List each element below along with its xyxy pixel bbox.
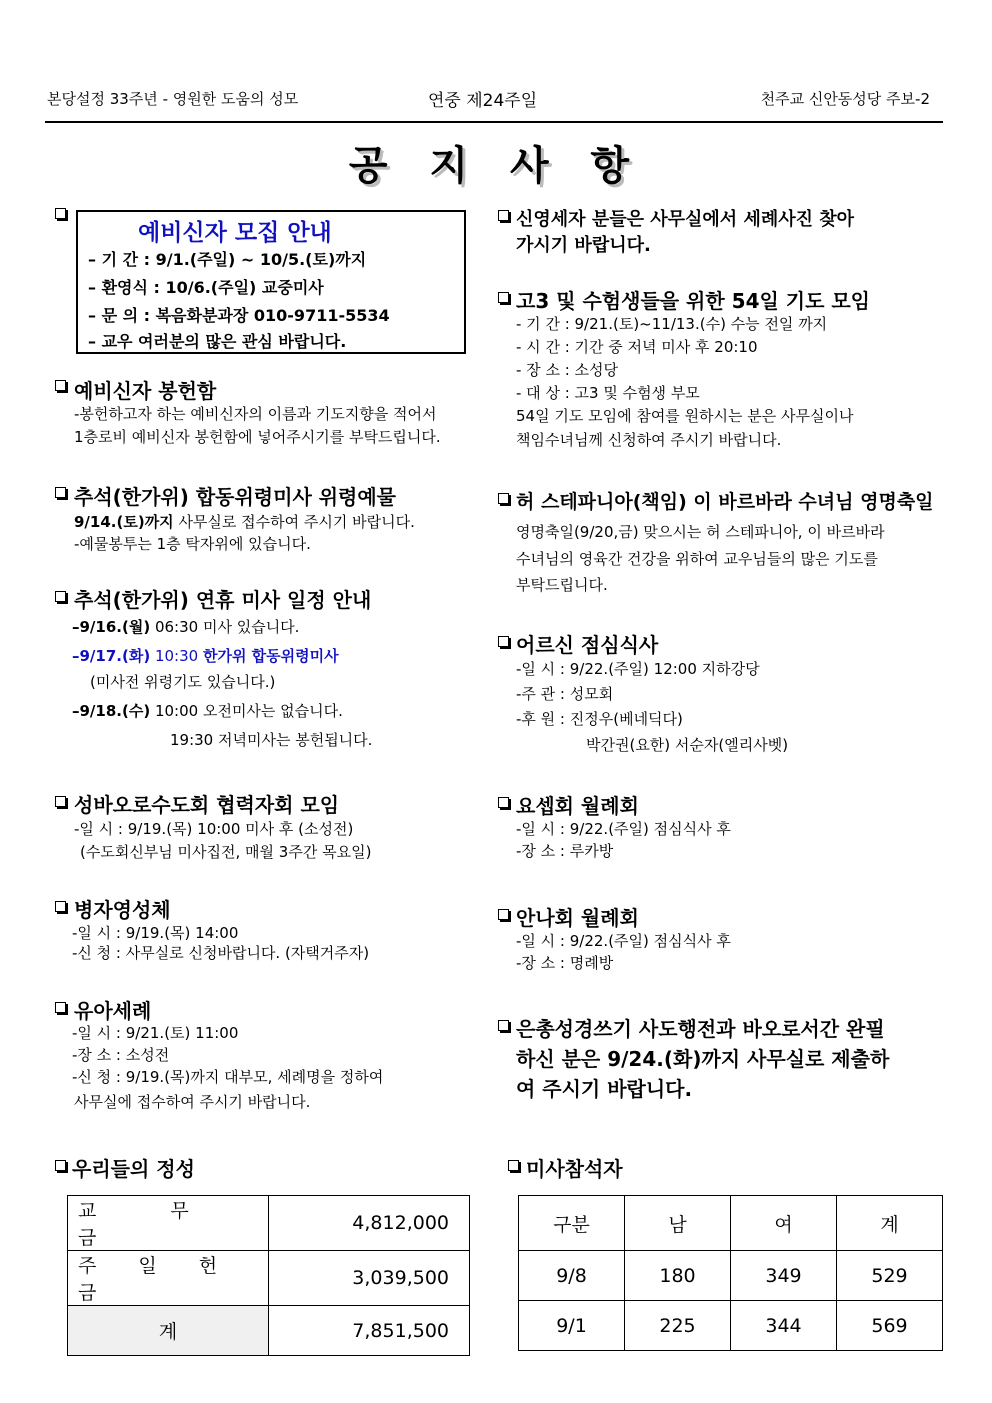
checkbox-bullet-icon xyxy=(55,380,69,394)
elder-lunch-line: -일 시 : 9/22.(주일) 12:00 지하강당 xyxy=(516,660,760,678)
schedule-date: –9/18.(수) xyxy=(72,702,151,720)
chuseok-schedule-title: 추석(한가위) 연휴 미사 일정 안내 xyxy=(74,588,372,612)
infant-baptism-line: -장 소 : 소성전 xyxy=(72,1046,170,1064)
header-rule xyxy=(45,121,943,123)
chuseok-memorial-line: -예물봉투는 1층 탁자위에 있습니다. xyxy=(74,535,311,553)
elder-lunch-line: -주 관 : 성모회 xyxy=(516,685,614,703)
offering-box-line: 1층로비 예비신자 봉헌함에 넣어주시기를 부탁드립니다. xyxy=(74,428,441,446)
paul-society-line: -일 시 : 9/19.(목) 10:00 미사 후 (소성전) xyxy=(74,820,354,838)
finance-table xyxy=(67,1195,470,1356)
finance-value: 7,851,500 xyxy=(269,1306,470,1356)
attendance-cell: 349 xyxy=(731,1251,837,1301)
sister-feast-title: 허 스테파니아(책임) 이 바르바라 수녀님 영명축일 xyxy=(516,491,934,513)
infant-baptism-line: -신 청 : 9/19.(목)까지 대부모, 세례명을 정하여 xyxy=(72,1068,384,1086)
checkbox-bullet-icon xyxy=(55,796,69,810)
table-row xyxy=(68,1196,470,1251)
recruit-line: – 환영식 : 10/6.(주일) 교중미사 xyxy=(88,278,324,297)
joseph-meeting-line: -장 소 : 루카방 xyxy=(516,842,614,860)
elder-lunch-title: 어르신 점심식사 xyxy=(516,633,659,657)
finance-title: 우리들의 정성 xyxy=(72,1157,195,1181)
attendance-title: 미사참석자 xyxy=(526,1157,623,1181)
sister-feast-line: 수녀님의 영육간 건강을 위하여 교우님들의 많은 기도를 xyxy=(516,550,878,568)
finance-value: 4,812,000 xyxy=(269,1196,470,1251)
finance-label: 주 일 헌 금 xyxy=(68,1251,269,1306)
infant-baptism-line: 사무실에 접수하여 주시기 바랍니다. xyxy=(74,1093,311,1111)
page-title: 공 지 사 항 xyxy=(348,143,644,189)
baptism-photo-line: 가시기 바랍니다. xyxy=(516,235,651,256)
offering-box-line: -봉헌하고자 하는 예비신자의 이름과 기도지향을 적어서 xyxy=(74,405,437,423)
checkbox-bullet-icon xyxy=(55,487,69,501)
sick-communion-line: -신 청 : 사무실로 신청바랍니다. (자택거주자) xyxy=(72,944,370,962)
attendance-header: 여 xyxy=(731,1196,837,1251)
sick-communion-line: -일 시 : 9/19.(목) 14:00 xyxy=(72,924,239,942)
finance-label: 교 무 금 xyxy=(68,1196,269,1251)
elder-lunch-line: -후 원 : 진정우(베네딕다) xyxy=(516,710,683,728)
schedule-date: –9/16.(월) xyxy=(72,618,151,636)
checkbox-bullet-icon xyxy=(498,909,512,923)
finance-label: 계 xyxy=(68,1306,269,1356)
checkbox-bullet-icon xyxy=(55,901,69,915)
table-row xyxy=(519,1251,943,1301)
bible-copy-line: 하신 분은 9/24.(화)까지 사무실로 제출하 xyxy=(516,1047,890,1071)
header-center: 연중 제24주일 xyxy=(428,91,538,111)
checkbox-bullet-icon xyxy=(55,1002,69,1016)
elder-lunch-line: 박간권(요한) 서순자(엘리사벳) xyxy=(586,736,789,754)
schedule-text: 19:30 저녁미사는 봉헌됩니다. xyxy=(170,731,373,749)
attendance-cell: 344 xyxy=(731,1301,837,1351)
chuseok-memorial-deadline: 9/14.(토)까지 xyxy=(74,513,174,531)
checkbox-bullet-icon xyxy=(55,591,69,605)
header-right: 천주교 신안동성당 주보-2 xyxy=(760,90,930,108)
checkbox-bullet-icon xyxy=(508,1160,522,1174)
schedule-highlight: 한가위 합동위령미사 xyxy=(202,647,339,665)
table-row xyxy=(68,1251,470,1306)
recruit-title: 예비신자 모집 안내 xyxy=(138,220,332,246)
anna-meeting-title: 안나회 월례회 xyxy=(516,906,639,930)
checkbox-bullet-icon xyxy=(498,493,512,507)
bible-copy-line: 여 주시기 바랍니다. xyxy=(516,1077,693,1101)
checkbox-bullet-icon xyxy=(55,208,69,222)
checkbox-bullet-icon xyxy=(498,636,512,650)
attendance-cell: 225 xyxy=(625,1301,731,1351)
sister-feast-line: 영명축일(9/20,금) 맞으시는 허 스테파니아, 이 바르바라 xyxy=(516,523,885,541)
attendance-table xyxy=(518,1195,943,1351)
attendance-header: 남 xyxy=(625,1196,731,1251)
attendance-header: 구분 xyxy=(519,1196,625,1251)
schedule-text: 06:30 미사 있습니다. xyxy=(150,618,300,636)
schedule-text: 10:30 xyxy=(150,647,203,665)
checkbox-bullet-icon xyxy=(498,797,512,811)
attendance-header: 계 xyxy=(837,1196,943,1251)
sick-communion-title: 병자영성체 xyxy=(74,898,171,922)
attendance-cell: 9/8 xyxy=(519,1251,625,1301)
attendance-cell: 529 xyxy=(837,1251,943,1301)
table-row xyxy=(519,1196,943,1251)
header-left: 본당설정 33주년 - 영원한 도움의 성모 xyxy=(47,90,299,108)
recruit-box xyxy=(76,210,466,354)
recruit-line: – 문 의 : 복음화분과장 010-9711-5534 xyxy=(88,306,390,325)
paul-society-line: (수도회신부님 미사집전, 매월 3주간 목요일) xyxy=(80,843,372,861)
exam-prayer-line: - 대 상 : 고3 및 수험생 부모 xyxy=(516,384,700,402)
joseph-meeting-line: -일 시 : 9/22.(주일) 점심식사 후 xyxy=(516,820,731,838)
chuseok-memorial-text: 사무실로 접수하여 주시기 바랍니다. xyxy=(173,513,415,531)
schedule-text: 10:00 오전미사는 없습니다. xyxy=(150,702,343,720)
anna-meeting-line: -일 시 : 9/22.(주일) 점심식사 후 xyxy=(516,932,731,950)
anna-meeting-line: -장 소 : 명례방 xyxy=(516,954,614,972)
schedule-note: (미사전 위령기도 있습니다.) xyxy=(90,673,276,691)
checkbox-bullet-icon xyxy=(498,210,512,224)
attendance-cell: 180 xyxy=(625,1251,731,1301)
exam-prayer-line: - 장 소 : 소성당 xyxy=(516,361,618,379)
infant-baptism-title: 유아세례 xyxy=(74,999,152,1023)
sister-feast-line: 부탁드립니다. xyxy=(516,576,608,594)
exam-prayer-line: - 시 간 : 기간 중 저녁 미사 후 20:10 xyxy=(516,338,758,356)
paul-society-title: 성바오로수도회 협력자회 모임 xyxy=(74,793,340,817)
attendance-cell: 9/1 xyxy=(519,1301,625,1351)
exam-prayer-line: 54일 기도 모임에 참여를 원하시는 분은 사무실이나 xyxy=(516,407,854,425)
finance-value: 3,039,500 xyxy=(269,1251,470,1306)
attendance-cell: 569 xyxy=(837,1301,943,1351)
table-row xyxy=(68,1306,470,1356)
checkbox-bullet-icon xyxy=(498,1020,512,1034)
schedule-date: –9/17.(화) xyxy=(72,647,151,665)
exam-prayer-line: 책임수녀님께 신청하여 주시기 바랍니다. xyxy=(516,431,782,449)
exam-prayer-title: 고3 및 수험생들을 위한 54일 기도 모임 xyxy=(516,289,871,313)
checkbox-bullet-icon xyxy=(498,292,512,306)
bible-copy-line: 은총성경쓰기 사도행전과 바오로서간 완필 xyxy=(516,1017,885,1041)
offering-box-title: 예비신자 봉헌함 xyxy=(74,379,217,403)
recruit-line: – 기 간 : 9/1.(주일) ~ 10/5.(토)까지 xyxy=(88,250,367,269)
joseph-meeting-title: 요셉회 월례회 xyxy=(516,794,639,818)
table-row xyxy=(519,1301,943,1351)
exam-prayer-line: - 기 간 : 9/21.(토)~11/13.(수) 수능 전일 까지 xyxy=(516,315,828,333)
checkbox-bullet-icon xyxy=(55,1160,69,1174)
chuseok-memorial-title: 추석(한가위) 합동위령미사 위령예물 xyxy=(74,485,397,509)
infant-baptism-line: -일 시 : 9/21.(토) 11:00 xyxy=(72,1024,239,1042)
baptism-photo-line: 신영세자 분들은 사무실에서 세례사진 찾아 xyxy=(516,209,855,230)
recruit-line: – 교우 여러분의 많은 관심 바랍니다. xyxy=(88,332,347,351)
